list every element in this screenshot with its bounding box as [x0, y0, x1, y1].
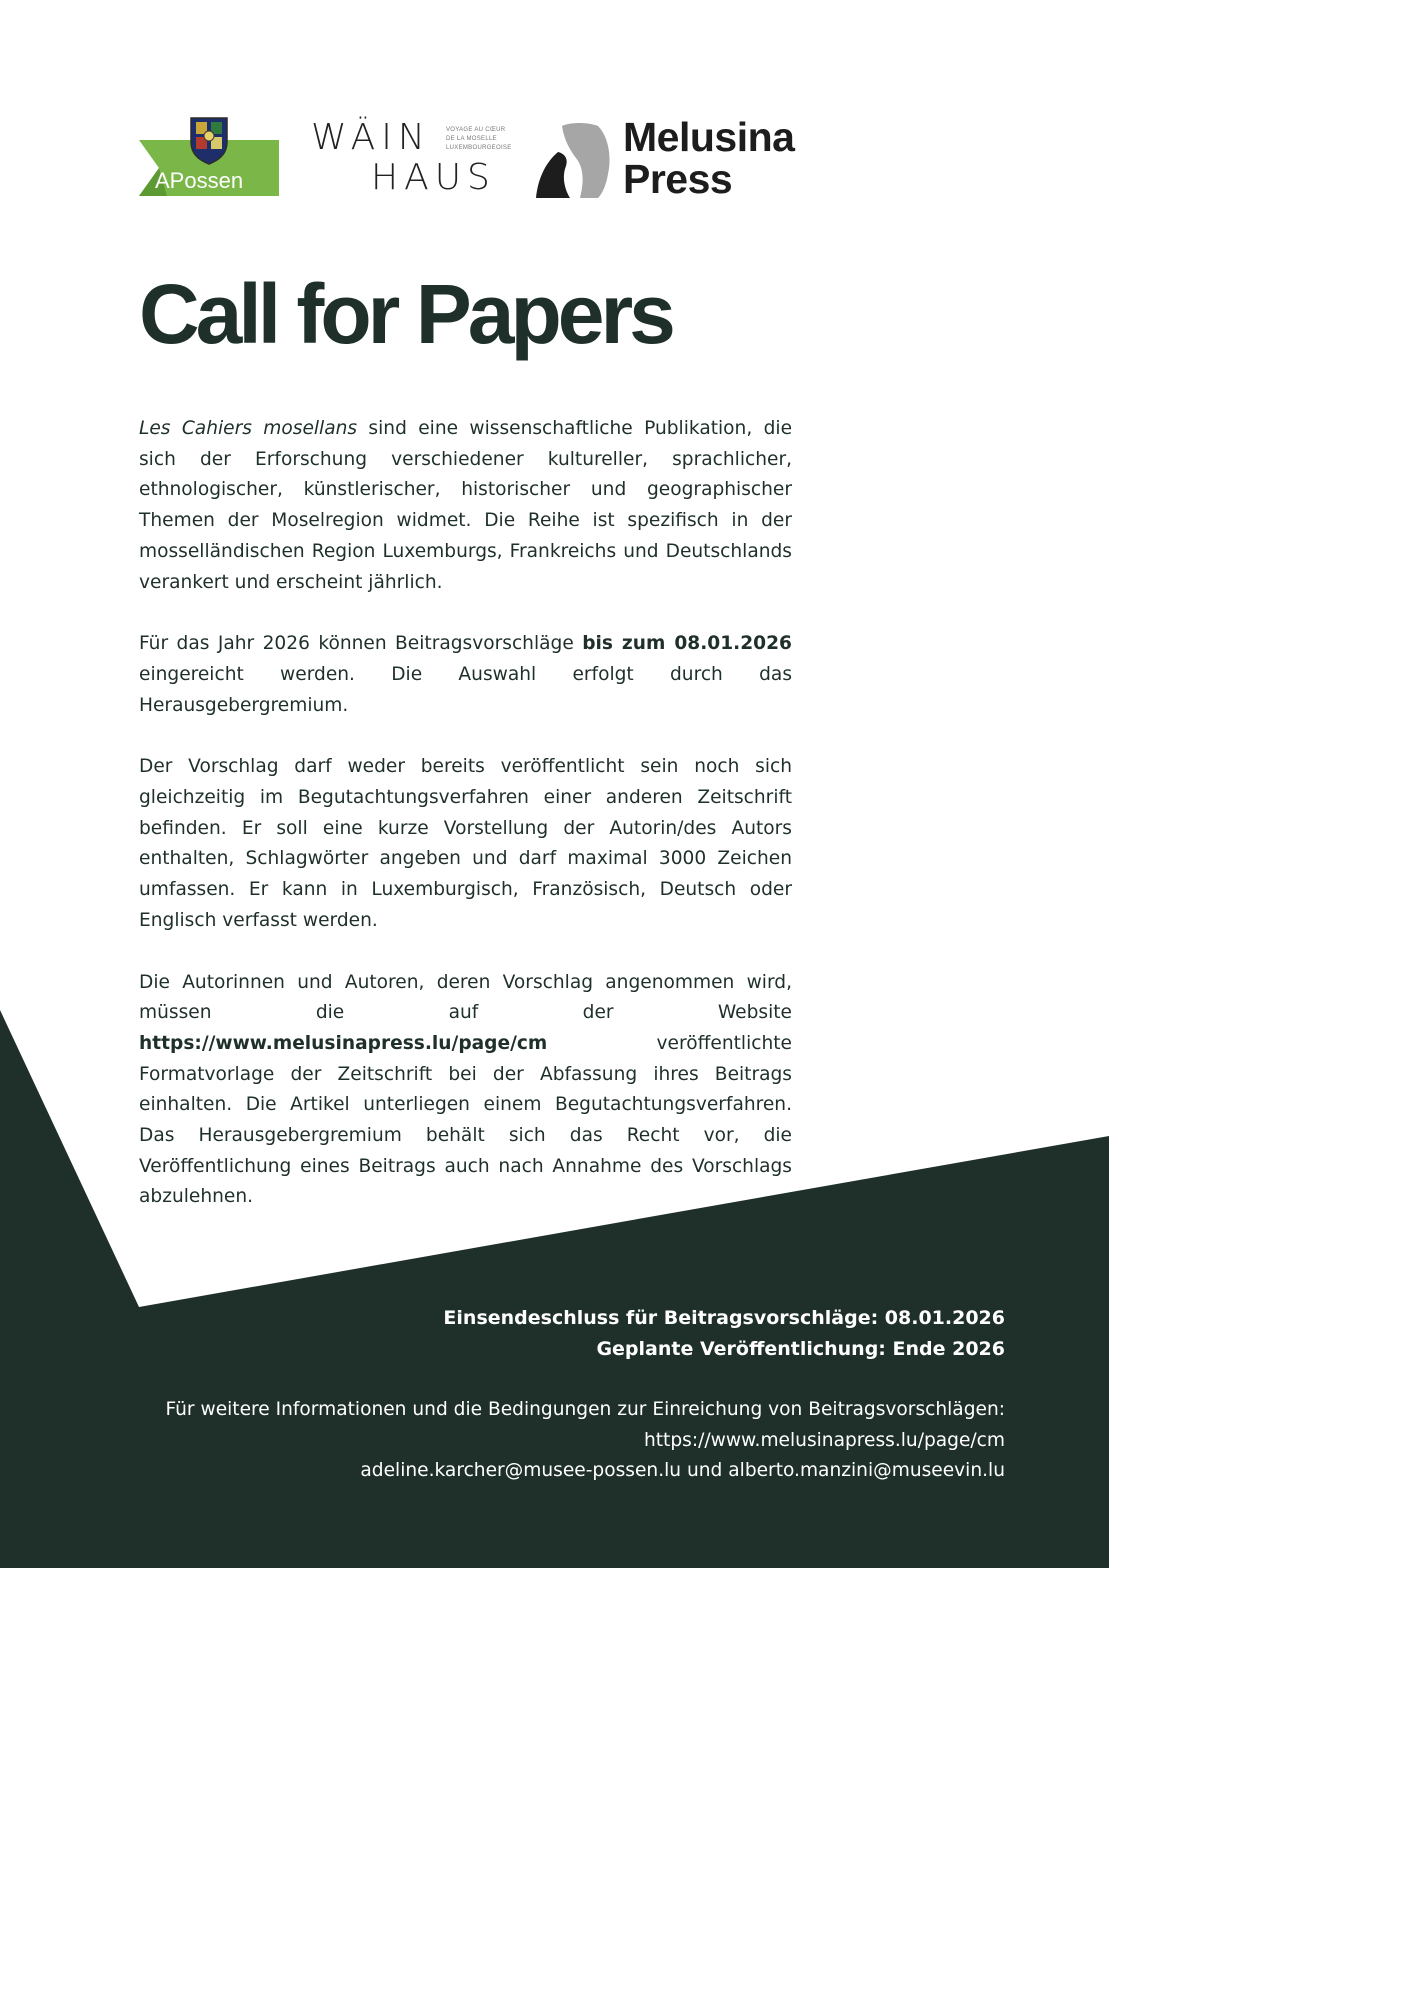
paragraph-intro-text: sind eine wissenschaftliche Publikation, die sich der Erforschung verschiedener kultureller, sprachlicher, ethnologischer, künstlerischer, historischer und geographischer Themen der Moselregion widmet. Die Reihe ist spezifisch in der mosselländischen Region Luxemburgs, Frankreichs und Deutschlands verankert und erscheint jährlich.: [139, 418, 793, 593]
wain-haus-subtitle: [446, 126, 518, 153]
submission-deadline: Einsendeschluss für Beitragsvorschläge: 08.01.2026: [443, 1307, 1005, 1329]
publication-name: Les Cahiers mosellans: [139, 418, 358, 439]
paragraph-deadline-text-2: eingereicht werden. Die Auswahl erfolgt durch das Herausgebergremium.: [139, 663, 792, 716]
melusina-wordmark-line-1: Melusina: [623, 114, 795, 160]
wain-haus-line-2: HAUS: [371, 157, 496, 198]
footer-info: [85, 1303, 1005, 1487]
paragraph-guidelines-text-1: Die Autorinnen und Autoren, deren Vorschlag angenommen wird, müssen die auf der Website: [139, 971, 792, 1024]
paragraph-requirements: Der Vorschlag darf weder bereits veröffentlicht sein noch sich gleichzeitig im Begutachtungsverfahren einer anderen Zeitschrift befinden. Er soll eine kurze Vorstellung der Autorin/des Autors enthalten, Schlagwörter angeben und darf maximal 3000 Zeichen umfassen. Er kann in Luxemburgisch, Französisch, Deutsch oder Englisch verfasst werden.: [139, 756, 792, 931]
footer-url-link[interactable]: https://www.melusinapress.lu/page/cm: [643, 1429, 1005, 1451]
melusina-press-logo: [536, 112, 799, 204]
planned-publication: Geplante Veröffentlichung: Ende 2026: [596, 1337, 1005, 1360]
logo-bar: [139, 112, 799, 204]
paragraph-deadline-text-1: Für das Jahr 2026 können Beitragsvorschläge: [139, 633, 583, 655]
melusina-figure-icon: [536, 122, 612, 198]
body-text: [139, 414, 792, 1244]
contact-emails[interactable]: adeline.karcher@musee-possen.lu und alberto.manzini@museevin.lu: [360, 1460, 1005, 1482]
paragraph-deadline: [139, 629, 792, 721]
melusina-wordmark-line-2: Press: [623, 156, 733, 202]
more-info-text: Für weitere Informationen und die Bedingungen zur Einreichung von Beitragsvorschlägen:: [165, 1399, 1005, 1420]
paragraph-guidelines-text-2: veröffentlichte Formatvorlage der Zeitschrift bei der Abfassung ihres Beitrags einhalten. Die Artikel unterliegen einem Begutachtungsverfahren. Das Herausgebergremium behält sich das Recht vor, die Veröffentlichung eines Beitrags auch nach Annahme des Vorschlags abzulehnen.: [139, 1032, 792, 1208]
deadline-highlight: bis zum 08.01.2026: [582, 633, 792, 655]
paragraph-guidelines: [139, 968, 792, 1214]
possen-logo: [139, 116, 279, 202]
wain-haus-line-1: WÄIN: [311, 117, 431, 158]
possen-logo-label: APossen: [155, 168, 244, 193]
melusina-press-wordmark: [623, 116, 794, 200]
website-link[interactable]: https://www.melusinapress.lu/page/cm: [139, 1032, 548, 1054]
paragraph-intro: [139, 414, 792, 598]
footer-spacer: [85, 1364, 1005, 1395]
wain-haus-subtitle-line: VOYAGE AU CŒUR: [446, 127, 506, 133]
wain-haus-logo: [309, 116, 514, 202]
page-title: Call for Papers: [139, 267, 672, 361]
wain-haus-subtitle-line: LUXEMBOURGEOISE: [446, 145, 512, 151]
wain-haus-subtitle-line: DE LA MOSELLE: [446, 136, 497, 142]
